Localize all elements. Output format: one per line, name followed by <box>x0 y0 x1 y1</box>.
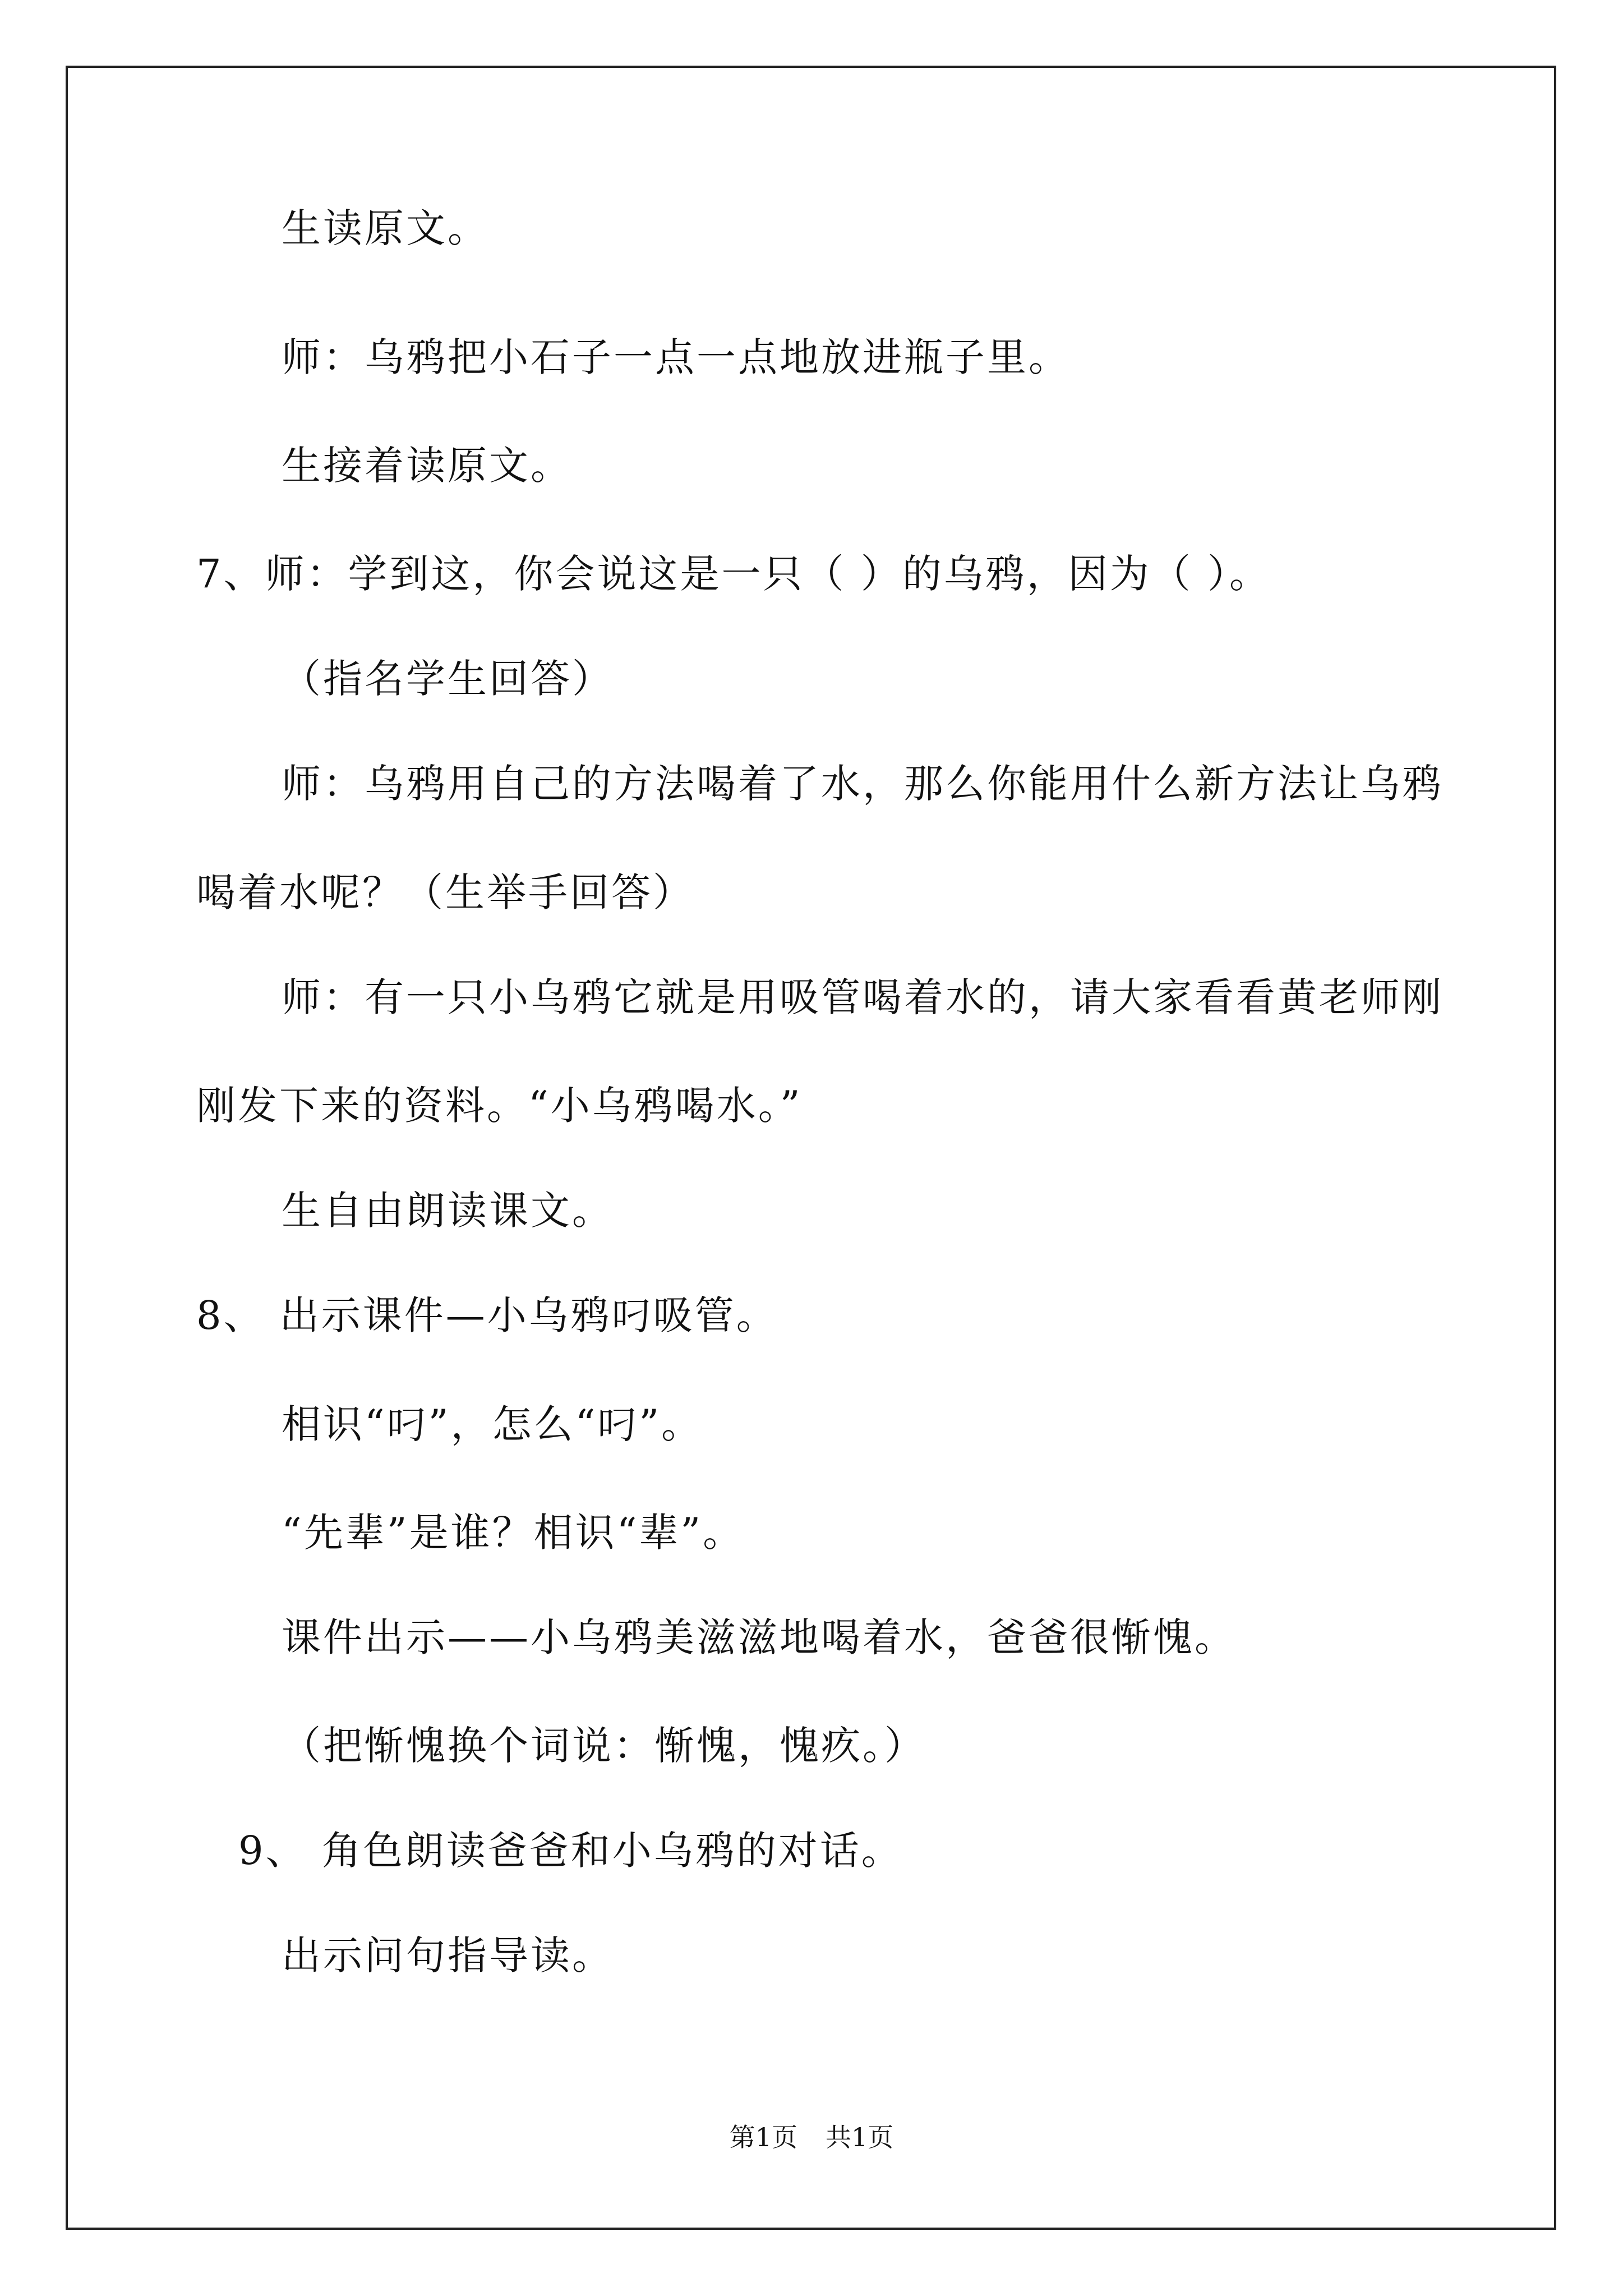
page-number: 第1页 <box>729 2122 797 2152</box>
text-line: 刚发下来的资料。“小乌鸦喝水。” <box>196 1083 803 1129</box>
text-line: 生读原文。 <box>282 205 489 251</box>
text-line: 喝着水呢？（生举手回答） <box>196 869 694 915</box>
text-line: （指名学生回答） <box>282 656 614 702</box>
text-line: 8、 出示课件—小乌鸦叼吸管。 <box>196 1292 778 1338</box>
text-line: 相识“叼”，怎么“叼”。 <box>282 1401 703 1447</box>
text-line: 出示问句指导读。 <box>282 1932 614 1978</box>
text-line: 9、 角色朗读爸爸和小乌鸦的对话。 <box>238 1828 903 1874</box>
page-border <box>66 66 1556 2230</box>
text-line: 生接着读原文。 <box>282 443 572 489</box>
text-line: “先辈”是谁？相识“辈”。 <box>282 1510 745 1556</box>
page-footer <box>0 2120 1623 2154</box>
text-line: （把惭愧换个词说：惭愧，愧疚。） <box>282 1723 926 1769</box>
page-total: 共1页 <box>826 2122 894 2152</box>
text-line: 师：有一只小乌鸦它就是用吸管喝着水的，请大家看看黄老师刚 <box>282 974 1444 1020</box>
text-line: 课件出示——小乌鸦美滋滋地喝着水，爸爸很惭愧。 <box>282 1614 1236 1660</box>
text-line: 师：乌鸦用自己的方法喝着了水，那么你能用什么新方法让乌鸦 <box>282 761 1444 807</box>
text-line: 7、师：学到这，你会说这是一只（ ）的乌鸦，因为（ ）。 <box>196 551 1271 597</box>
text-line: 生自由朗读课文。 <box>282 1188 614 1234</box>
text-line: 师：乌鸦把小石子一点一点地放进瓶子里。 <box>282 334 1070 380</box>
